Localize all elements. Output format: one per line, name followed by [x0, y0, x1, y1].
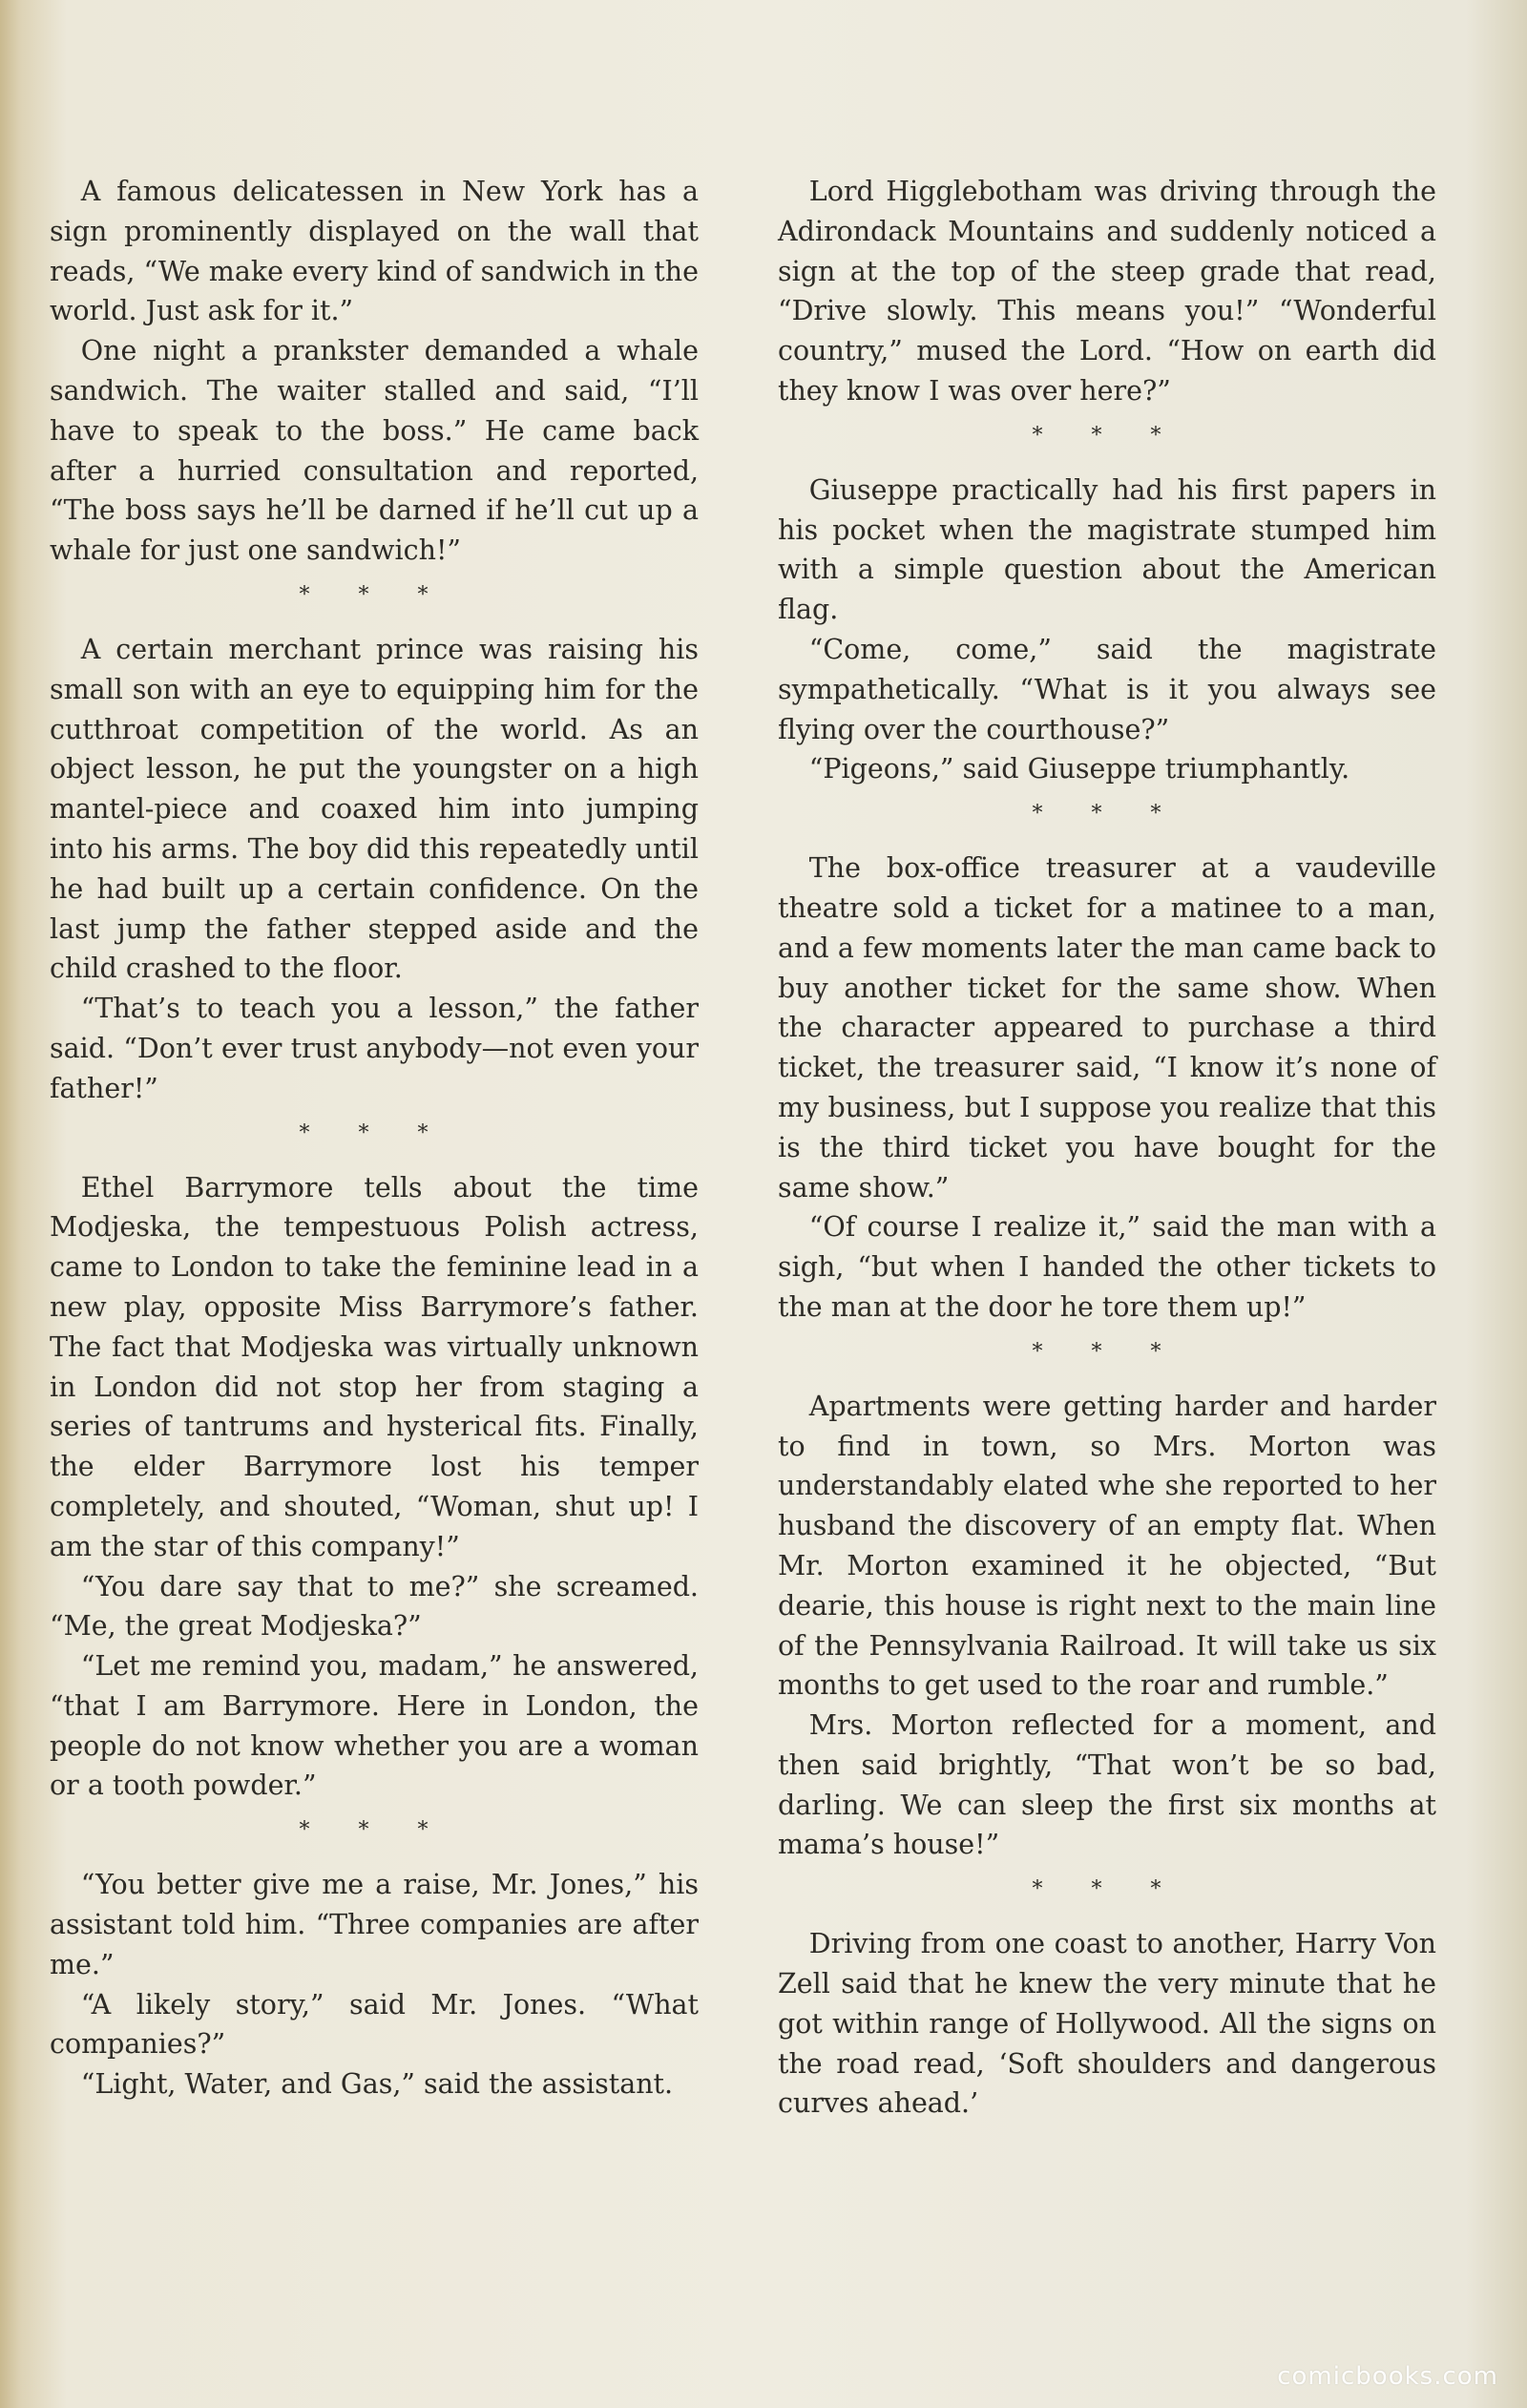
- paragraph: “A likely story,” said Mr. Jones. “What companies?”: [50, 1988, 699, 2061]
- paragraph: One night a prankster demanded a whale sandwich. The waiter stalled and said, “I’ll have to speak to the boss.” He came back after a hurried consultation and reported, “The boss says he’ll be darned if he’ll cut up a whale for just one sandwich!”: [50, 335, 699, 567]
- paragraph: “Let me remind you, madam,” he answered, “that I am Barrymore. Here in London, the people do not know whether you are a woman or a tooth powder.”: [50, 1650, 699, 1802]
- paragraph: Mrs. Morton reflected for a moment, and then said brightly, “That won’t be so bad, darling. We can sleep the first six months at mama’s house!”: [778, 1709, 1436, 1861]
- paragraph: The box-office treasurer at a vaudeville theatre sold a ticket for a matinee to a man, and a few moments later the man came back to buy another ticket for the same show. When the character appeared to purchase a third ticket, the treasurer said, “I know it’s none of my business, but I suppose you realize that this is the third ticket you have bought for the same show.”: [778, 852, 1436, 1204]
- paragraph: “Light, Water, and Gas,” said the assistant.: [80, 2068, 674, 2101]
- separator-asterisks: * * *: [299, 582, 450, 607]
- separator-asterisks: * * *: [299, 1120, 450, 1145]
- paragraph: “Pigeons,” said Giuseppe triumphantly.: [808, 753, 1350, 785]
- separator-asterisks: * * *: [299, 1818, 450, 1843]
- paragraph: A certain merchant prince was raising his small son with an eye to equipping him for the cutthroat competition of the world. As an object lesson, he put the youngster on a high mantel-piece and coaxed him into jumping into his arms. The boy did this repeatedly until he had built up a certain confidence. On the last jump the father stepped aside and the child crashed to the floor.: [50, 633, 699, 985]
- joke-mr-jones: [50, 1865, 699, 2104]
- joke-giuseppe: [778, 471, 1436, 789]
- joke-lord-higglebotham: [778, 172, 1436, 411]
- left-column: [50, 172, 699, 2104]
- paragraph: Driving from one coast to another, Harry Von Zell said that he knew the very minute that he got within range of Hollywood. All the signs on the road read, ‘Soft shoulders and dangerous curves ahead.’: [778, 1928, 1436, 2120]
- paragraph: “You dare say that to me?” she screamed. “Me, the great Modjeska?”: [50, 1570, 699, 1643]
- paragraph: “Come, come,” said the magistrate sympathetically. “What is it you always see flying over the courthouse?”: [778, 633, 1436, 745]
- paragraph: A famous delicatessen in New York has a sign prominently displayed on the wall that reads, “We make every kind of sandwich in the world. Just ask for it.”: [50, 176, 699, 327]
- joke-barrymore: [50, 1168, 699, 1807]
- paragraph: “You better give me a raise, Mr. Jones,” his assistant told him. “Three companies are after me.”: [50, 1869, 699, 1980]
- joke-mrs-morton: [778, 1387, 1436, 1866]
- paragraph: “That’s to teach you a lesson,” the father said. “Don’t ever trust anybody—not even your father!”: [50, 993, 699, 1104]
- paragraph: Lord Higglebotham was driving through the Adirondack Mountains and suddenly noticed a sign at the top of the steep grade that read, “Drive slowly. This means you!” “Wonderful country,” mused the Lord. “How on earth did they know I was over here?”: [778, 176, 1436, 407]
- watermark-text: comicbooks.com: [1277, 2362, 1498, 2391]
- joke-delicatessen: [50, 172, 699, 571]
- paragraph: “Of course I realize it,” said the man with a sigh, “but when I handed the other tickets to the man at the door he tore them up!”: [778, 1211, 1436, 1323]
- paragraph: Ethel Barrymore tells about the time Modjeska, the tempestuous Polish actress, came to London to take the feminine lead in a new play, opposite Miss Barrymore’s father. The fact that Modjeska was virtually unknown in London did not stop her from staging a series of tantrums and hysterical fits. Finally, the elder Barrymore lost his temper completely, and shouted, “Woman, shut up! I am the star of this company!”: [50, 1171, 699, 1562]
- right-column: [778, 172, 1436, 2124]
- separator-asterisks: * * *: [1032, 423, 1182, 448]
- separator-asterisks: * * *: [1032, 1339, 1182, 1364]
- paragraph: Giuseppe practically had his first papers in his pocket when the magistrate stumped him with a simple question about the American flag.: [778, 473, 1436, 626]
- joke-harry-von-zell: [778, 1924, 1436, 2124]
- joke-merchant-prince: [50, 630, 699, 1109]
- paragraph: Apartments were getting harder and harder to find in town, so Mrs. Morton was understandably elated whe she reported to her husband the discovery of an empty flat. When Mr. Morton examined it he objected, “But dearie, this house is right next to the main line of the Pennsylvania Railroad. It will take us six months to get used to the roar and rumble.”: [778, 1390, 1436, 1702]
- joke-box-office: [778, 848, 1436, 1328]
- separator-asterisks: * * *: [1032, 802, 1182, 827]
- separator-asterisks: * * *: [1032, 1877, 1182, 1902]
